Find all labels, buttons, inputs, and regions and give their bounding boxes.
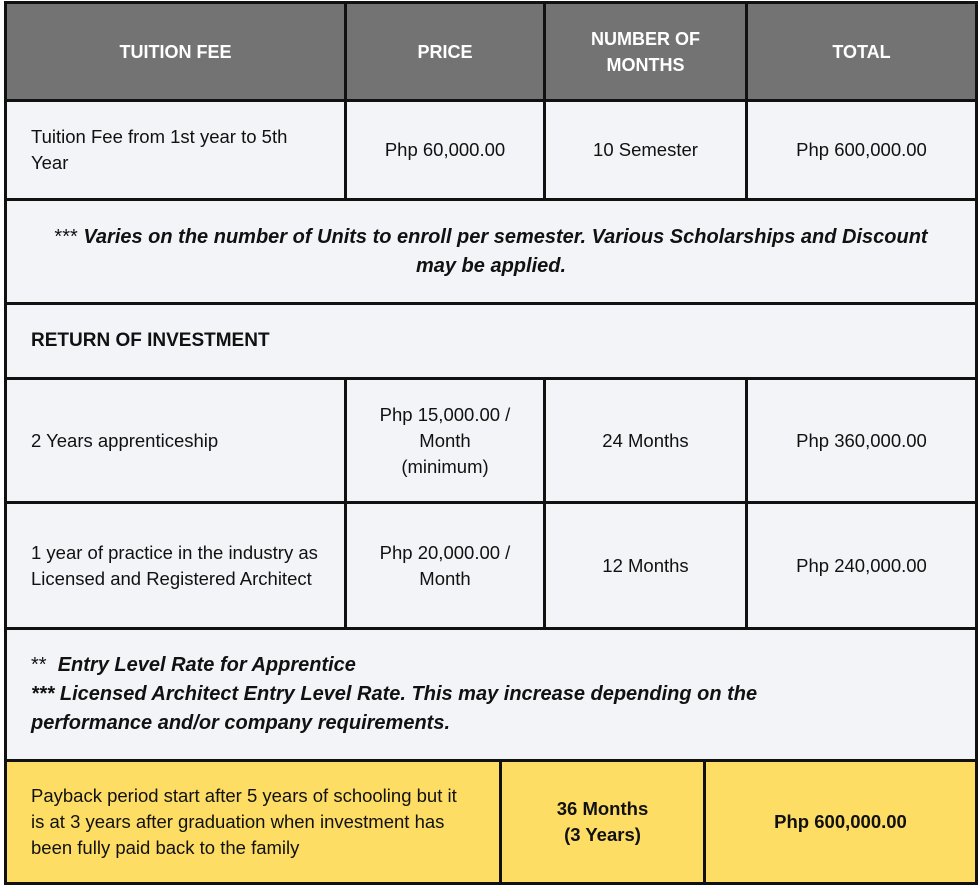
note-units-text: [37, 223, 945, 281]
roi-row2-description-text: 1 year of practice in the industry as Licensed and Registered Architect: [31, 541, 318, 589]
note-apprentice-prefix: **: [31, 654, 58, 676]
note-units-body: Varies on the number of Units to enroll per semester. Various Scholarships and Discount may be applied.: [83, 225, 928, 277]
payback-total: [703, 759, 978, 885]
tuition-months: [543, 99, 748, 201]
roi-heading-text: RETURN OF INVESTMENT: [31, 330, 270, 351]
roi-row1-description-text: 2 Years apprenticeship: [31, 429, 219, 451]
note-apprentice-line: [31, 651, 356, 680]
roi-row2-price-line1: Php 20,000.00 /: [379, 541, 511, 563]
roi-row1-price-line2: Month: [419, 429, 471, 451]
roi-row1-months-text: 24 Months: [602, 429, 689, 451]
roi-row1-price-line3: (minimum): [401, 455, 489, 477]
header-price-label: PRICE: [417, 41, 473, 62]
tuition-price-text: Php 60,000.00: [384, 139, 506, 160]
note-entry-level-rates: [4, 627, 978, 762]
roi-row1-total-text: Php 360,000.00: [796, 429, 927, 451]
note-apprentice-text: Entry Level Rate for Apprentice: [57, 654, 356, 676]
roi-heading: [4, 302, 978, 380]
tuition-total: [745, 99, 978, 201]
header-total: [745, 1, 978, 102]
tuition-price: [344, 99, 546, 201]
roi-row2-total-text: Php 240,000.00: [796, 554, 927, 576]
payback-months-line2: (3 Years): [564, 824, 641, 845]
roi-row2-description: [4, 501, 347, 630]
header-months-line1: NUMBER OF: [591, 28, 700, 49]
roi-row2-total: [745, 501, 978, 630]
tuition-description-text: Tuition Fee from 1st year to 5th Year: [31, 126, 288, 173]
roi-row2-price-line2: Month: [419, 567, 471, 589]
header-number-of-months: [543, 1, 748, 102]
payback-months-line1: 36 Months: [556, 798, 649, 819]
header-price: [344, 1, 546, 102]
roi-row2-months-text: 12 Months: [602, 554, 689, 576]
header-tuition-fee-label: TUITION FEE: [119, 41, 232, 62]
payback-description-text: Payback period start after 5 years of schooling but it is at 3 years after graduation when investment has been fully paid back to the family: [31, 785, 457, 858]
header-total-label: TOTAL: [832, 41, 891, 62]
tuition-months-text: 10 Semester: [593, 139, 698, 160]
note-units-prefix: ***: [54, 225, 84, 248]
roi-row1-price-line1: Php 15,000.00 /: [379, 403, 511, 425]
note-licensed-line: *** Licensed Architect Entry Level Rate. This may increase depending on the performance and/or company requirements.: [31, 683, 758, 734]
roi-row2-price: [344, 501, 546, 630]
roi-row1-price: [344, 377, 546, 504]
roi-row1-description: [4, 377, 347, 504]
header-months-line2: MONTHS: [606, 54, 685, 75]
note-units-scholarship: [4, 198, 978, 305]
payback-months: [499, 759, 706, 885]
roi-row2-months: [543, 501, 748, 630]
roi-row1-total: [745, 377, 978, 504]
payback-total-text: Php 600,000.00: [774, 811, 907, 832]
payback-description: [4, 759, 502, 885]
header-tuition-fee: [4, 1, 347, 102]
tuition-total-text: Php 600,000.00: [796, 139, 927, 160]
tuition-description: [4, 99, 347, 201]
roi-row1-months: [543, 377, 748, 504]
